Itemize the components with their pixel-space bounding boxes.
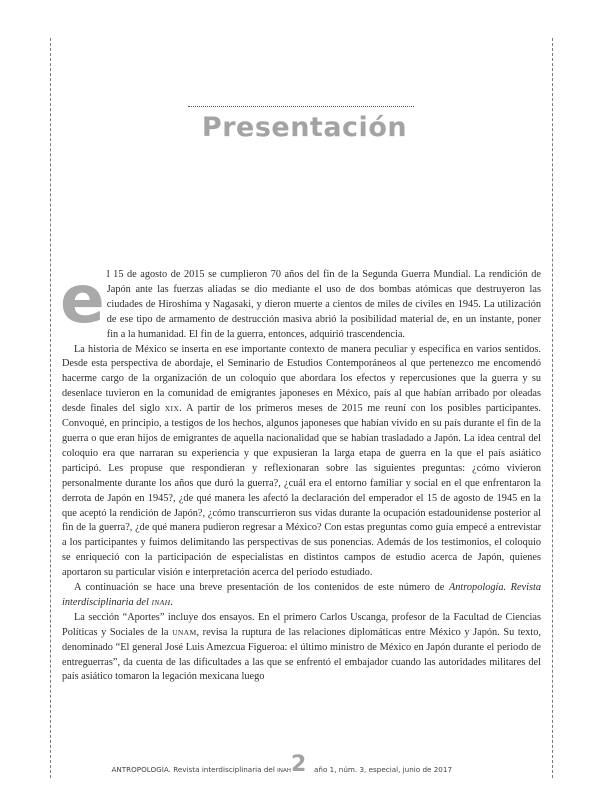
right-margin-rule <box>552 38 553 778</box>
century-smallcaps: XIX <box>164 404 180 414</box>
paragraph-intro-text: l 15 de agosto de 2015 se cumplieron 70 años del fin de la Segunda Guerra Mundial. La rendición de Japón ante las fuerzas aliadas se dio mediante el uso de dos bombas atómicas que destruyeron las ciudades de Hiroshima y Nagasaki, y dieron muerte a cientos de miles de civiles en 1945. La utilización de ese tipo de armamento de destrucción masiva abrió la posibilidad material de, en un instante, poner fin a la humanidad. El fin de la guerra, entonces, adquirió trascendencia. <box>106 269 541 340</box>
page-title: Presentación <box>201 112 408 143</box>
title-divider <box>188 106 414 107</box>
paragraph-intro <box>60 261 541 343</box>
footer-journal: ANTROPOLOGÍA. Revista interdisciplinaria del INAH <box>111 765 291 774</box>
drop-cap: e <box>60 261 105 338</box>
page-number: 2 <box>291 752 307 777</box>
paragraph-aportes: La sección “Aportes” incluye dos ensayos. En el primero Carlos Uscanga, profesor de la Facultad de Ciencias Políticas y Sociales de la UNAM, revisa la ruptura de las relaciones diplomáticas entre México y Japón. Su texto, denominado “El general José Luis Amezcua Figueroa: el último ministro de México en Japón durante el periodo de entreguerras”, da cuenta de las dificultades a las que se enfrentó el embajador cuando las autoridades militares del país asiático tomaron la legación mexicana luego <box>62 611 541 683</box>
paragraph-contents: A continuación se hace una breve presentación de los contenidos de este número de Antropología. Revista interdisciplinaria del INAH. <box>62 582 541 608</box>
unam-smallcaps: UNAM <box>172 627 197 637</box>
page-footer <box>0 752 609 782</box>
journal-title: Antropología. Revista interdisciplinaria del INAH <box>62 582 541 608</box>
paragraph-context: La historia de México se inserta en ese importante contexto de manera peculiar y específica en varios sentidos. Desde esta perspectiva de abordaje, el Seminario de Estudios Contemporáneos al que pertenezco me encomendó hacerme cargo de la organización de un coloquio que abordara los efectos y repercusiones que la guerra y su desenlace tuvieron en la comunidad de emigrantes japoneses en México, país al que habían arribado por oleadas desde finales del siglo XIX. A partir de los primeros meses de 2015 me reuní con los posibles participantes. Convoqué, en principio, a testigos de los hechos, algunos japoneses que habían vivido en su país durante el fin de la guerra o que eran hijos de emigrantes de aquella nacionalidad que se habían trasladado a Japón. La idea central del coloquio era que narraran su experiencia y que expusieran la larga etapa de guerra en la que el país asiático participó. Les propuse que respondieran y reflexionaran sobre las siguientes preguntas: ¿cómo vivieron personalmente durante los años que duró la guerra?, ¿cuál era el entorno familiar y social en el que enfrentaron la derrota de Japón en 1945?, ¿de qué manera les afectó la declaración del emperador el 15 de agosto de 1945 en la que aceptó la rendición de Japón?, ¿cómo transcurrieron sus vidas durante la ocupación estadounidense posterior al fin de la guerra?, ¿de qué manera pudieron regresar a México? Con estas preguntas como guía empecé a entrevistar a los participantes y fuimos delimitando las perspectivas de sus ponencias. Además de los testimonios, el coloquio se enriqueció con la participación de especialistas en distintos campos de estudio acerca de Japón, quienes aportaron su particular visión e interpretación acerca del periodo estudiado. <box>62 343 541 579</box>
article-body <box>60 261 541 685</box>
footer-issue: año 1, núm. 3, especial, junio de 2017 <box>314 765 453 774</box>
left-margin-rule <box>50 38 51 778</box>
